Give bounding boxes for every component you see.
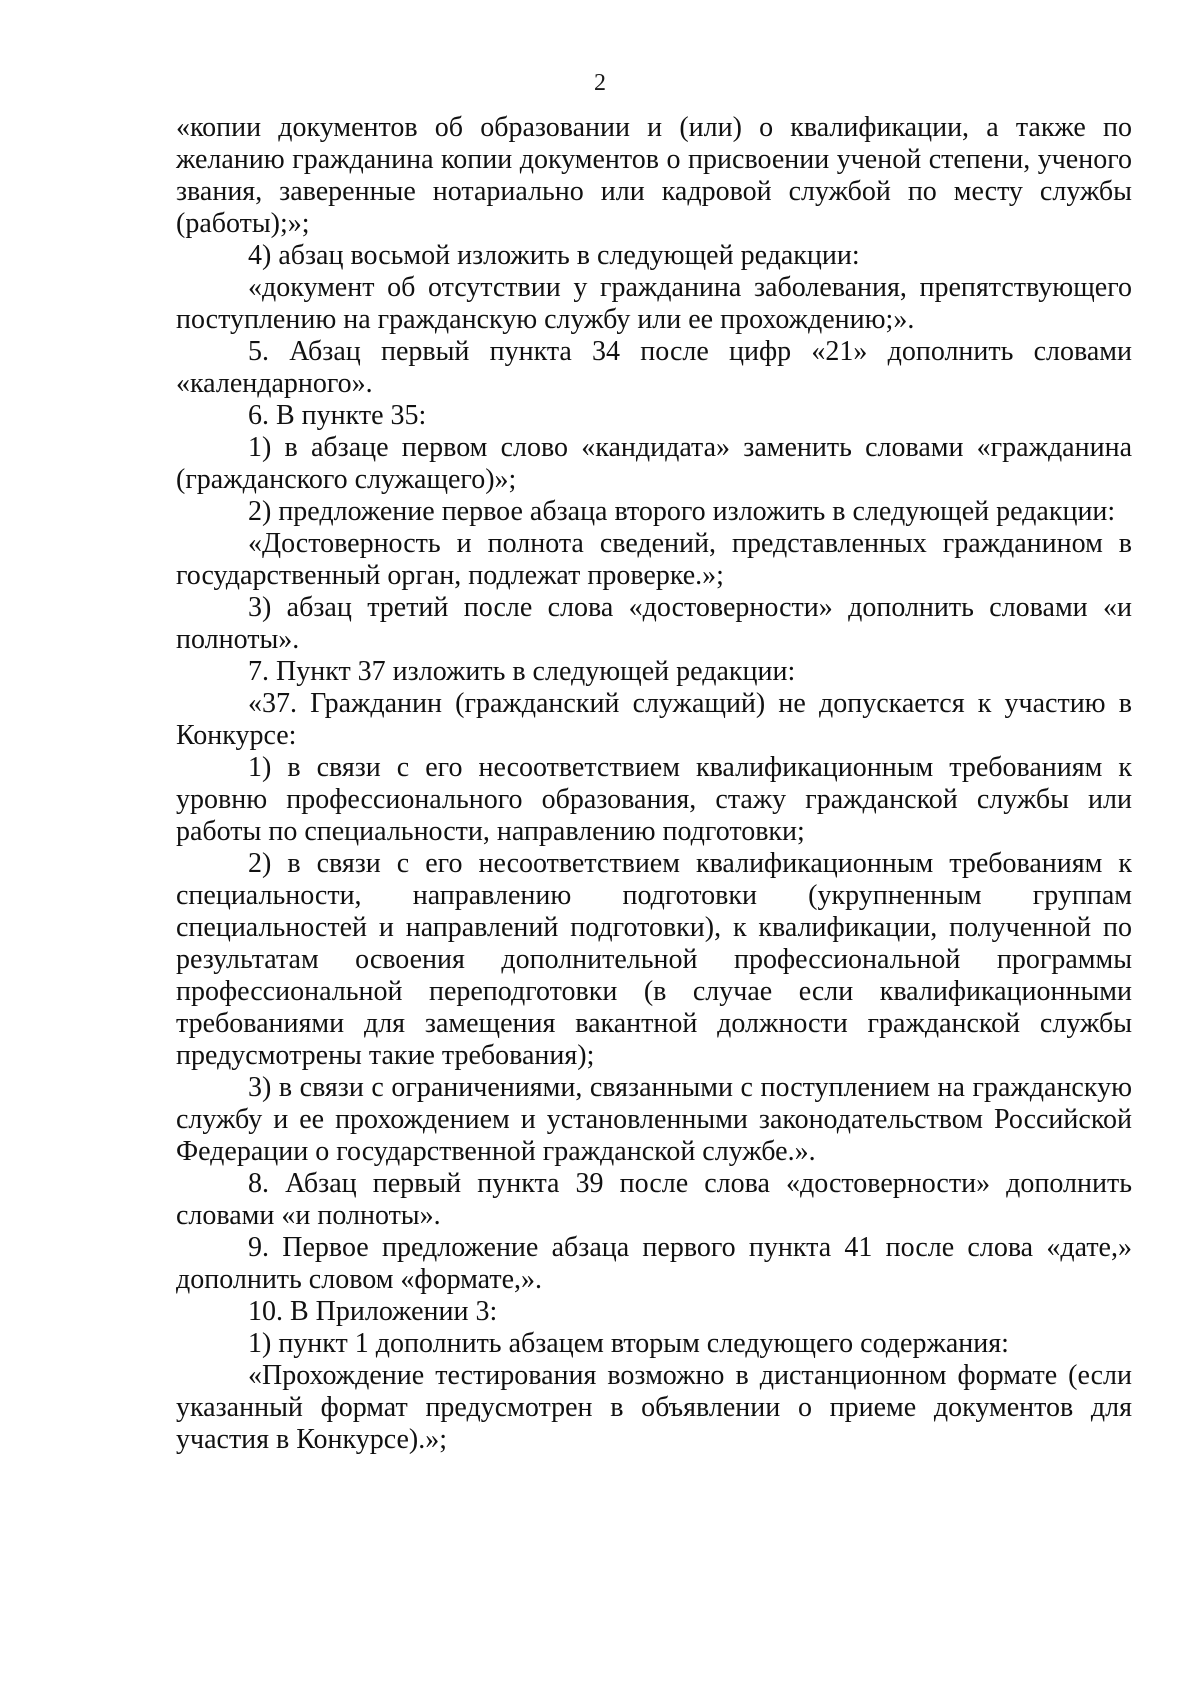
paragraph-17: 1) пункт 1 дополнить абзацем вторым следующего содержания:: [248, 1328, 1009, 1359]
paragraph-2: «документ об отсутствии у гражданина заболевания, препятствующего поступлению на гражданскую службу или ее прохождению;».: [176, 272, 1132, 335]
paragraph-10: «37. Гражданин (гражданский служащий) не допускается к участию в Конкурсе:: [176, 688, 1132, 751]
paragraph-12: 2) в связи с его несоответствием квалификационным требованиям к специальности, направлению подготовки (укрупненным группам специальностей и направлений подготовки), к квалификации, полученной по результатам освоения дополнительной профессиональной программы профессиональной переподготовки (в случае если квалификационными требованиями для замещения вакантной должности гражданской службы предусмотрены такие требования);: [176, 848, 1132, 1071]
paragraph-9: 7. Пункт 37 изложить в следующей редакции:: [248, 656, 796, 687]
paragraph-14: 8. Абзац первый пункта 39 после слова «достоверности» дополнить словами «и полноты».: [176, 1168, 1132, 1231]
paragraph-6: 2) предложение первое абзаца второго изложить в следующей редакции:: [248, 496, 1116, 527]
document-body: [176, 112, 1132, 1456]
paragraph-16: 10. В Приложении 3:: [248, 1296, 498, 1327]
paragraph-7: «Достоверность и полнота сведений, представленных гражданином в государственный орган, подлежат проверке.»;: [176, 528, 1132, 591]
paragraph-5: 1) в абзаце первом слово «кандидата» заменить словами «гражданина (гражданского служащего)»;: [176, 432, 1132, 495]
paragraph-15: 9. Первое предложение абзаца первого пункта 41 после слова «дате,» дополнить словом «формате,».: [176, 1232, 1132, 1295]
paragraph-3: 5. Абзац первый пункта 34 после цифр «21» дополнить словами «календарного».: [176, 336, 1132, 399]
paragraph-1: 4) абзац восьмой изложить в следующей редакции:: [248, 240, 860, 271]
paragraph-4: 6. В пункте 35:: [248, 400, 427, 431]
page-number: 2: [594, 70, 606, 96]
paragraph-0: «копии документов об образовании и (или) о квалификации, а также по желанию гражданина копии документов о присвоении ученой степени, ученого звания, заверенные нотариально или кадровой службой по месту службы (работы);»;: [176, 112, 1132, 239]
paragraph-8: 3) абзац третий после слова «достоверности» дополнить словами «и полноты».: [176, 592, 1132, 655]
paragraph-13: 3) в связи с ограничениями, связанными с поступлением на гражданскую службу и ее прохождением и установленными законодательством Российской Федерации о государственной гражданской службе.».: [176, 1072, 1132, 1167]
paragraph-11: 1) в связи с его несоответствием квалификационным требованиям к уровню профессионального образования, стажу гражданской службы или работы по специальности, направлению подготовки;: [176, 752, 1132, 847]
paragraph-18: «Прохождение тестирования возможно в дистанционном формате (если указанный формат предусмотрен в объявлении о приеме документов для участия в Конкурсе).»;: [176, 1360, 1132, 1455]
